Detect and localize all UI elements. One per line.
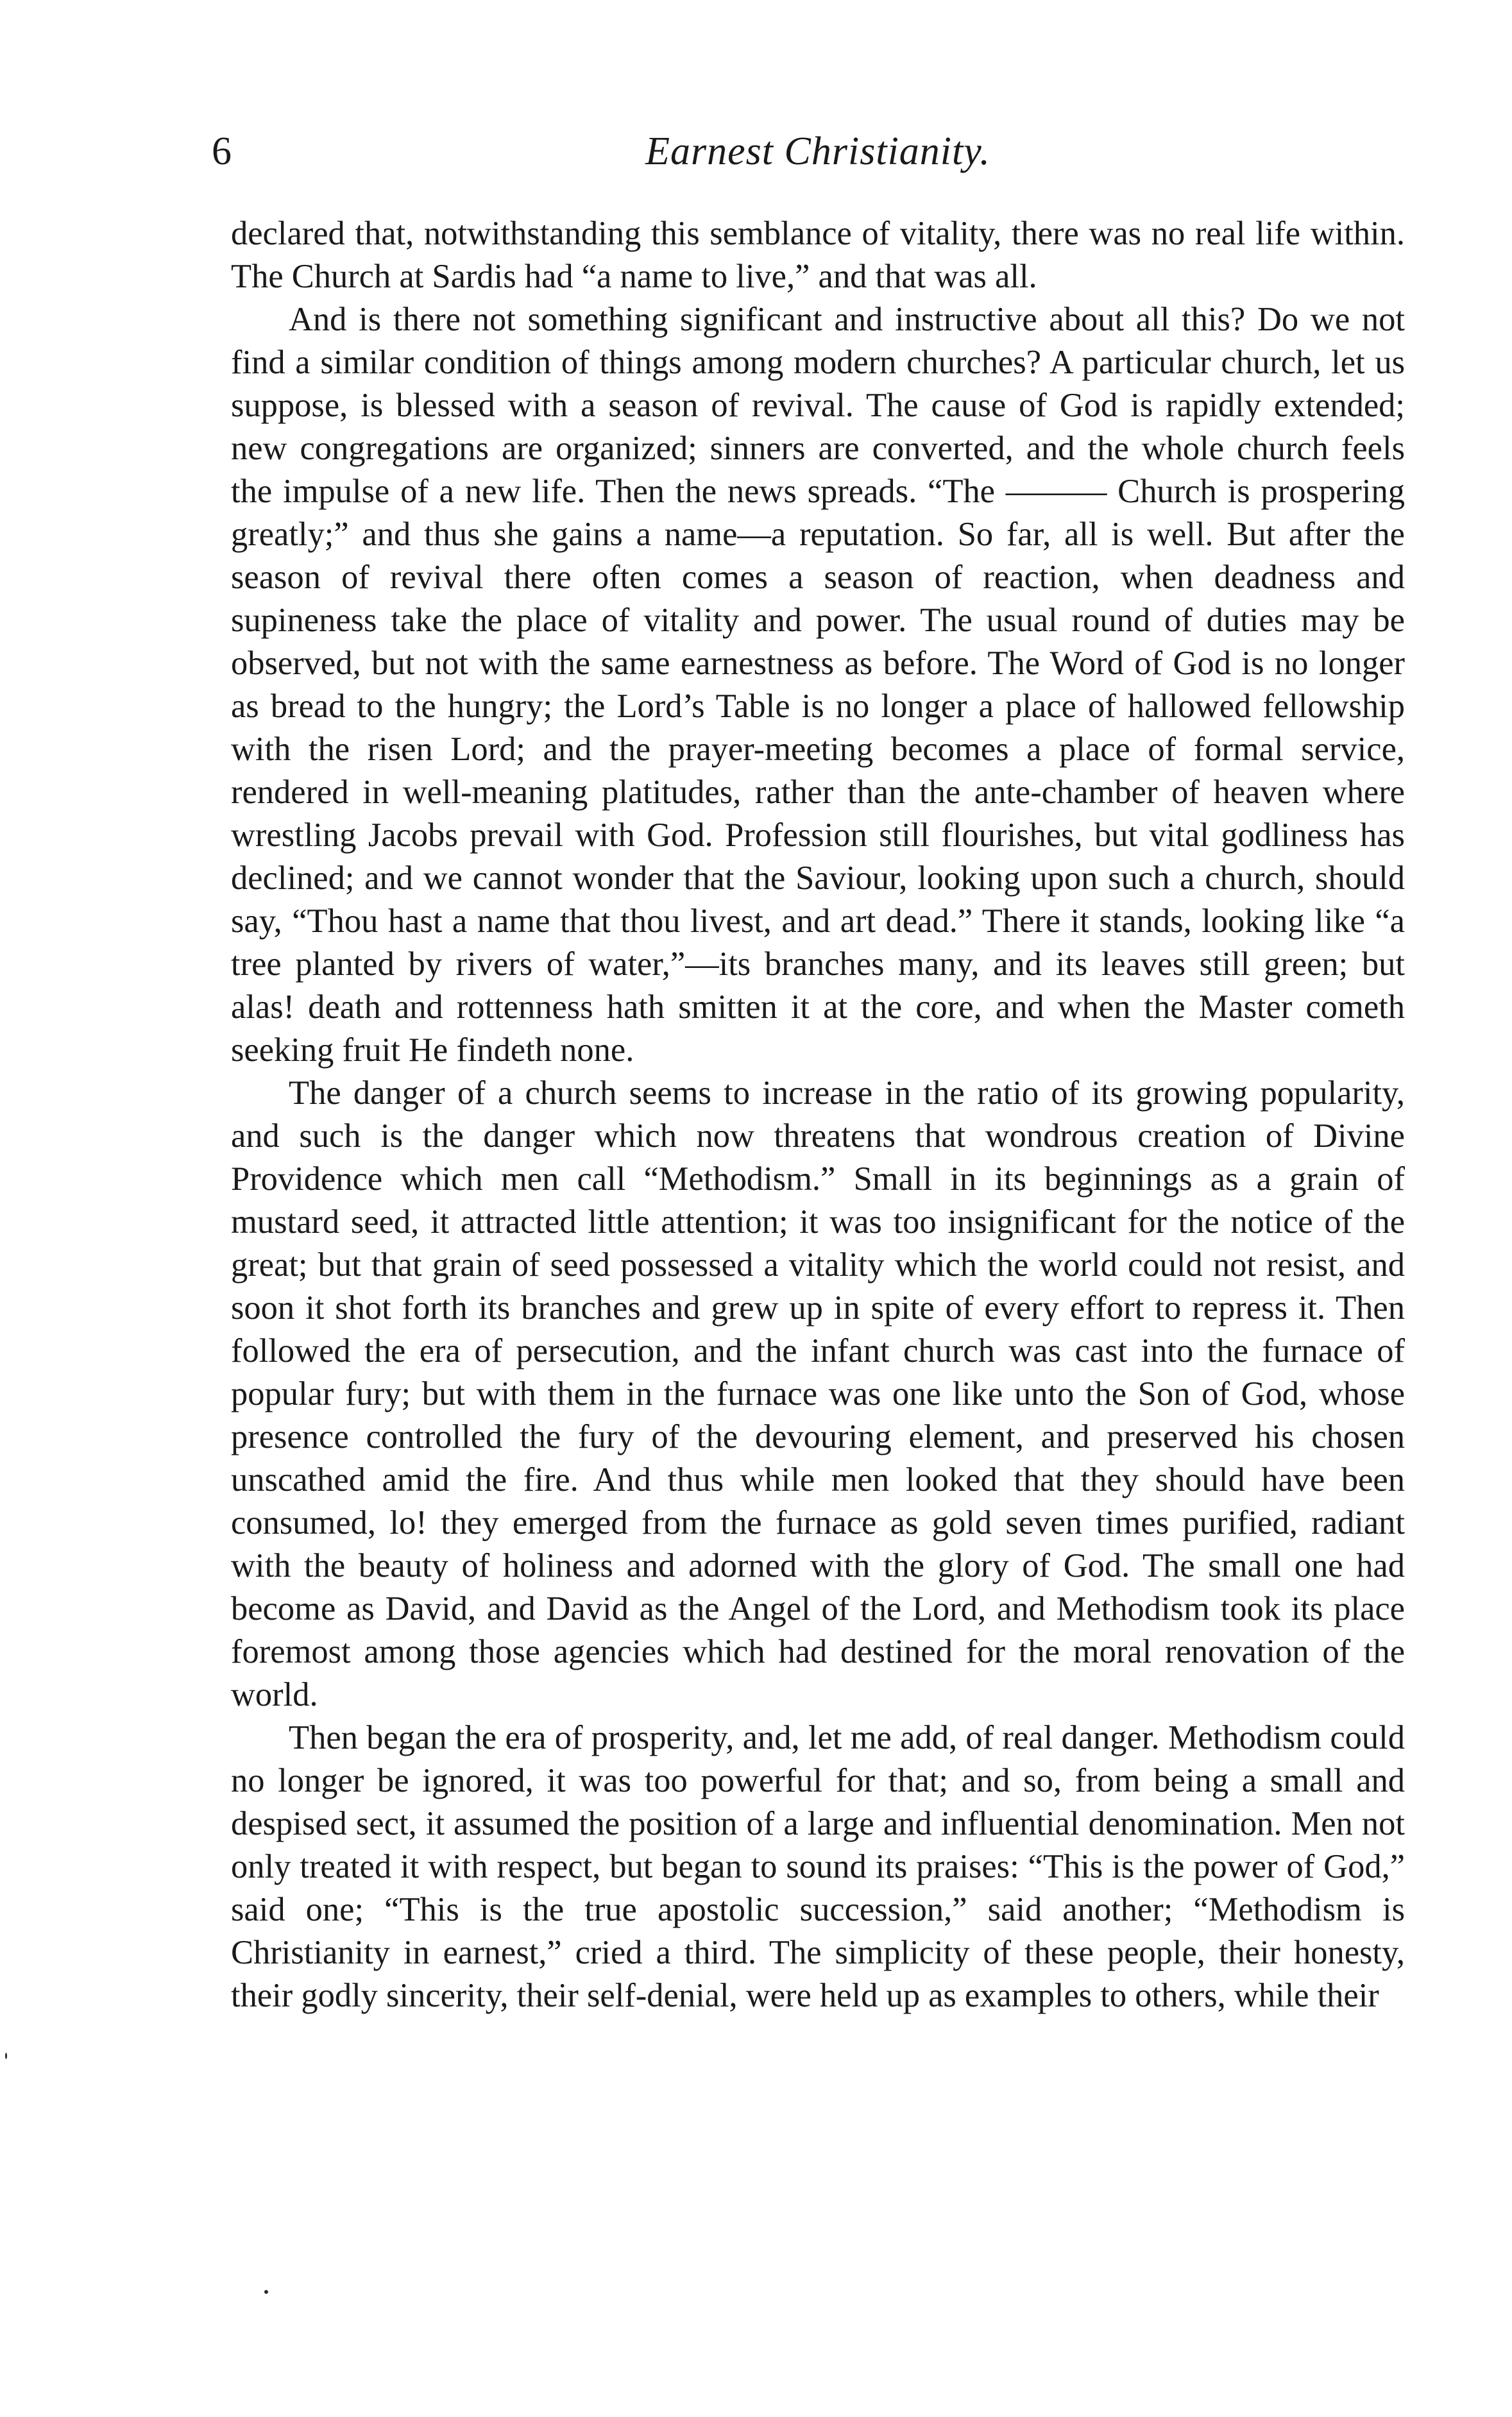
stray-mark	[264, 2290, 268, 2294]
paragraph-4: Then began the era of prosperity, and, let me add, of real danger. Methodism could no longer be ignored, it was too powerful for that; and so, from being a small and despised sect, it assumed the position of a large and influential denomination. Men not only treated it with respect, but began to sound its praises: “This is the power of God,” said one; “This is the true apostolic succession,” said another; “Methodism is Christianity in earnest,” cried a third. The simplicity of these people, their honesty, their godly sincerity, their self-denial, were held up as examples to others, while their	[231, 1719, 1405, 2014]
paragraph-2: And is there not something significant and instructive about all this? Do we not find a similar condition of things among modern churches? A particular church, let us suppose, is blessed with a season of revival. The cause of God is rapidly extended; new congregations are organized; sinners are converted, and the whole church feels the impulse of a new life. Then the news spreads. “The ——— Church is prospering greatly;” and thus she gains a name—a reputation. So far, all is well. But after the season of revival there often comes a season of reaction, when deadness and supineness take the place of vitality and power. The usual round of duties may be observed, but not with the same earnestness as before. The Word of God is no longer as bread to the hungry; the Lord’s Table is no longer a place of hallowed fellowship with the risen Lord; and the prayer-meeting becomes a place of formal service, rendered in well-meaning platitudes, rather than the ante-chamber of heaven where wrestling Jacobs prevail with God. Profession still flourishes, but vital godliness has declined; and we cannot wonder that the Saviour, looking upon such a church, should say, “Thou hast a name that thou livest, and art dead.” There it stands, looking like “a tree planted by rivers of water,”—its branches many, and its leaves still green; but alas! death and rottenness hath smitten it at the core, and when the Master cometh seeking fruit He findeth none.	[231, 301, 1405, 1069]
paragraph-1: declared that, notwithstanding this semblance of vitality, there was no real life within. The Church at Sardis had “a name to live,” and that was all.	[231, 215, 1405, 295]
page-header	[212, 130, 1405, 208]
book-page	[212, 130, 1405, 2017]
paragraph-3: The danger of a church seems to increase in the ratio of its growing popularity, and such is the danger which now threatens that wondrous creation of Divine Providence which men call “Methodism.” Small in its beginnings as a grain of mustard seed, it attracted little attention; it was too insignificant for the notice of the great; but that grain of seed possessed a vitality which the world could not resist, and soon it shot forth its branches and grew up in spite of every effort to repress it. Then followed the era of persecution, and the infant church was cast into the furnace of popular fury; but with them in the furnace was one like unto the Son of God, whose presence controlled the fury of the devouring element, and preserved his chosen unscathed amid the fire. And thus while men looked that they should have been consumed, lo! they emerged from the furnace as gold seven times purified, radiant with the beauty of holiness and adorned with the glory of God. The small one had become as David, and David as the Angel of the Lord, and Methodism took its place foremost among those agencies which had destined for the moral renovation of the world.	[231, 1074, 1405, 1713]
margin-speck	[5, 2053, 7, 2059]
running-title: Earnest Christianity.	[645, 130, 990, 173]
body-text	[231, 212, 1405, 2017]
page-number: 6	[212, 130, 232, 173]
